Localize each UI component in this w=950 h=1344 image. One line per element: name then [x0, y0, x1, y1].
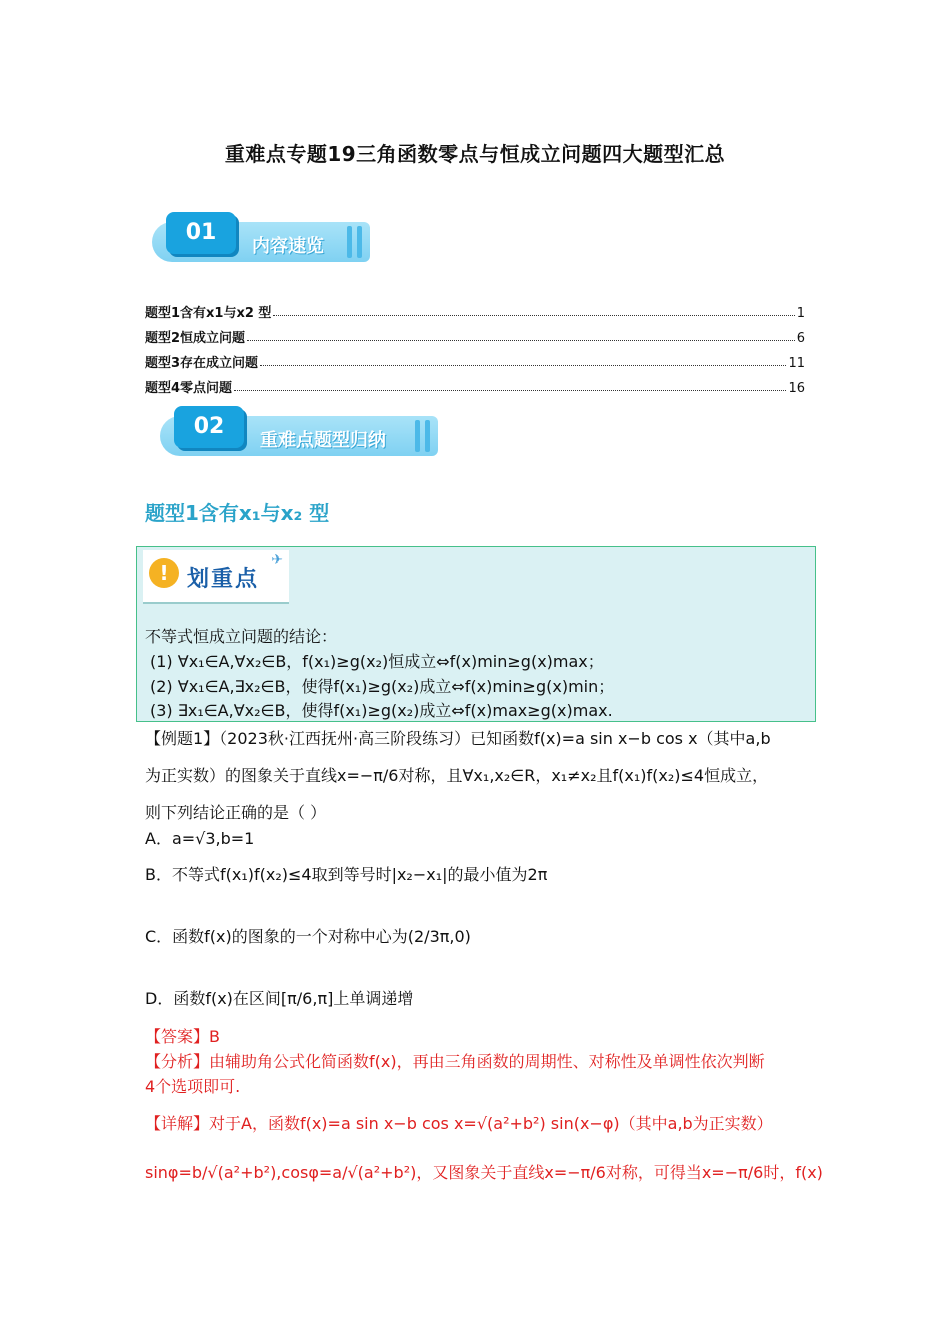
example-line: 【例题1】（2023秋·江西抚州·高三阶段练习）已知函数f(x)=a sin x−b cos x（其中a,b	[145, 729, 771, 748]
key-points-badge	[143, 550, 289, 604]
key-point-item: (2) ∀x₁∈A,∃x₂∈B，使得f(x₁)≥g(x₂)成立⇔f(x)min≥g(x)min；	[150, 677, 615, 696]
section-banner-02	[160, 406, 438, 456]
banner-label: 内容速览	[252, 236, 324, 257]
section-heading: 题型1含有x₁与x₂ 型	[145, 501, 330, 525]
example-line: 为正实数）的图象关于直线x=−π/6对称，且∀x₁,x₂∈R，x₁≠x₂且f(x₁)f(x₂)≤4恒成立，	[145, 766, 769, 785]
paper-plane-icon: ✈	[271, 552, 283, 568]
toc-item-page: 16	[788, 381, 805, 396]
toc-item-text: 题型4零点问题	[145, 381, 233, 396]
banner-number: 01	[166, 212, 236, 254]
badge-label: 划重点	[187, 567, 260, 592]
detail-line: 【详解】对于A，函数f(x)=a sin x−b cos x=√(a²+b²) sin(x−φ)（其中a,b为正实数）	[145, 1114, 773, 1133]
analysis-line: 4个选项即可.	[145, 1077, 241, 1096]
toc-item-page: 1	[796, 306, 805, 321]
section-banner-01	[152, 212, 370, 262]
option-b: B．不等式f(x₁)f(x₂)≤4取到等号时|x₂−x₁|的最小值为2π	[145, 865, 548, 884]
toc-leader	[247, 340, 795, 341]
toc-leader	[273, 315, 794, 316]
banner-stripe	[347, 226, 352, 258]
toc-item[interactable]	[145, 324, 805, 346]
toc-item[interactable]	[145, 299, 805, 321]
banner-number: 02	[174, 406, 244, 448]
detail-line: sinφ=b/√(a²+b²),cosφ=a/√(a²+b²)，又图象关于直线x=−π/6对称，可得当x=−π/6时，f(x)	[145, 1163, 823, 1182]
toc-item-text: 题型2恒成立问题	[145, 331, 246, 346]
toc-leader	[234, 390, 786, 391]
banner-stripe	[357, 226, 362, 258]
key-point-item: (1) ∀x₁∈A,∀x₂∈B，f(x₁)≥g(x₂)恒成立⇔f(x)min≥g(x)max；	[150, 652, 604, 671]
example-line: 则下列结论正确的是（ ）	[145, 803, 327, 822]
toc-item-text: 题型3存在成立问题	[145, 356, 259, 371]
lightbulb-icon: !	[149, 558, 179, 588]
key-points-intro: 不等式恒成立问题的结论：	[145, 627, 338, 646]
toc-item-text: 题型1含有x1与x2 型	[145, 306, 272, 321]
key-point-item: (3) ∃x₁∈A,∀x₂∈B，使得f(x₁)≥g(x₂)成立⇔f(x)max≥g(x)max.	[150, 701, 613, 720]
banner-stripe	[415, 420, 420, 452]
toc-leader	[260, 365, 786, 366]
toc-item-page: 6	[796, 331, 805, 346]
toc-item[interactable]	[145, 374, 805, 396]
banner-label: 重难点题型归纳	[260, 430, 386, 451]
option-d: D．函数f(x)在区间[π/6,π]上单调递增	[145, 989, 414, 1008]
option-c: C．函数f(x)的图象的一个对称中心为(2/3π,0)	[145, 927, 471, 946]
answer: 【答案】B	[145, 1027, 220, 1046]
banner-stripe	[425, 420, 430, 452]
toc-item-page: 11	[788, 356, 805, 371]
option-a: A．a=√3,b=1	[145, 829, 255, 848]
toc-item[interactable]	[145, 349, 805, 371]
analysis-line: 【分析】由辅助角公式化简函数f(x)，再由三角函数的周期性、对称性及单调性依次判断	[145, 1052, 765, 1071]
page-title: 重难点专题19三角函数零点与恒成立问题四大题型汇总	[224, 142, 726, 166]
